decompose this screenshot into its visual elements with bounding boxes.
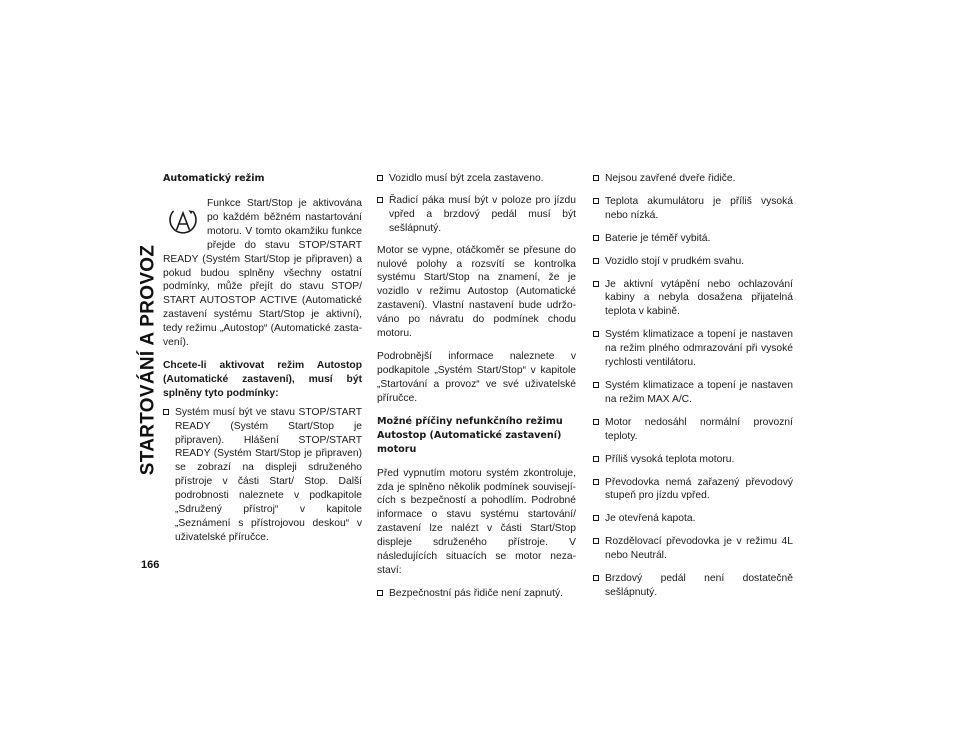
list-item	[377, 172, 576, 186]
list-item	[593, 328, 793, 370]
chapter-title-text: STARTOVÁNÍ A PROVOZ	[137, 244, 159, 476]
checkbox-square-icon	[593, 575, 599, 581]
list-item-text: Je otevřená kapota.	[605, 513, 696, 525]
checkbox-square-icon	[593, 198, 599, 204]
checkbox-square-icon	[593, 331, 599, 337]
checkbox-square-icon	[593, 235, 599, 241]
list-item-text: Nejsou zavřené dveře řidiče.	[605, 173, 736, 184]
list-item	[593, 476, 793, 504]
list-item	[593, 379, 793, 407]
list-item-text: Řadicí páka musí být v poloze pro jízdu vpřed a brzdový pedál musí být sešlápnutý.	[389, 194, 576, 234]
section-heading-automatic-mode: Automatický režim	[163, 173, 265, 184]
checkbox-square-icon	[593, 382, 599, 388]
list-item-text: Systém klimatizace a topení je nastaven na režim plného odmrazování při vysoké rychlosti ventilátoru.	[605, 329, 793, 369]
list-item-text: Systém klimatizace a topení je nastaven na režim MAX A/C.	[605, 379, 793, 405]
list-item-text: Motor nedosáhl normální provozní teploty.	[605, 416, 793, 442]
list-item	[163, 406, 362, 545]
checkbox-square-icon	[593, 281, 599, 287]
list-item	[377, 587, 576, 601]
list-item	[593, 572, 793, 600]
checkbox-square-icon	[593, 258, 599, 264]
list-item	[593, 255, 793, 269]
list-item	[593, 195, 793, 223]
more-info-paragraph: Podrobnější informace naleznete v podkapitole „Systém Start/Stop“ v kapitole „Startování a provoz“ ve své uživatelské příručce.	[377, 350, 576, 404]
autostop-a-icon	[163, 199, 203, 243]
list-item	[593, 535, 793, 563]
checkbox-square-icon	[593, 419, 599, 425]
list-item	[593, 278, 793, 320]
list-item-text: Teplota akumulátoru je příliš vysoká nebo nízká.	[605, 195, 793, 221]
no-stop-reasons-list-continued	[593, 172, 793, 600]
checkbox-square-icon	[593, 538, 599, 544]
checkbox-square-icon	[593, 479, 599, 485]
list-item-text: Je aktivní vytápění nebo ochlazování kabiny a nebyla dosažena přijatelná teplota v kabině.	[605, 278, 793, 318]
list-item	[593, 172, 793, 186]
autostop-a-icon-svg	[164, 202, 202, 240]
list-item-text: Vozidlo musí být zcela zastaveno.	[389, 173, 544, 184]
checkbox-square-icon	[377, 590, 383, 596]
chapter-side-title	[133, 160, 163, 560]
list-item-text: Příliš vysoká teplota motoru.	[605, 453, 735, 465]
list-item	[593, 232, 793, 246]
list-item-text: Rozdělovací převodovka je v režimu 4L nebo Neutrál.	[605, 536, 793, 562]
list-item	[593, 453, 793, 467]
conditions-heading: Chcete-li aktivovat režim Autostop (Automatické zastavení), musí být splněny tyto podmínky:	[163, 359, 362, 399]
list-item-text: Baterie je téměř vybitá.	[605, 232, 711, 244]
list-item-text: Systém musí být ve stavu STOP/START READY (Systém Start/Stop je připraven). Hlášení STOP/START READY (Systém Start/Stop je připraven) se zobrazí na displeji sdruženého přístroje v části Start/ Stop. Další podrobnosti naleznete v podkapitole „Sdružený přístroj“ v kapitole „Seznámení s přístrojovou deskou“ v uživatelské příručce.	[175, 406, 362, 543]
checkbox-square-icon	[163, 409, 169, 415]
pre-shutdown-check-paragraph: Před vypnutím motoru systém zkontroluje, zda je splněno několik podmínek souvisejí-cích s bezpečností a pohodlím. Podrobné informace o stavu systému startování/ zastavení lze nalézt v části Start/Stop displeje sdruženého přístroje. V následujících situacích se motor neza-staví:	[377, 467, 576, 576]
checkbox-square-icon	[593, 175, 599, 181]
intro-paragraph: Funkce Start/Stop je aktivována po každém běžném nastartování motoru. V tomto okamžiku funkce přejde do stavu STOP/START READY (Systém Start/Stop je připraven) a pokud budou splněny všechny ostatní podmínky, může přejít do stavu STOP/ START AUTOSTOP ACTIVE (Automatické zastavení systému Start/Stop je aktivní), tedy režimu „Autostop“ (Automatické zasta-vení).	[163, 198, 362, 349]
list-item-text: Brzdový pedál není dostatečně sešlápnutý.	[605, 573, 793, 598]
checkbox-square-icon	[593, 456, 599, 462]
page-number: 166	[141, 559, 160, 571]
list-item	[377, 194, 576, 236]
engine-off-paragraph: Motor se vypne, otáčkoměr se přesune do nulové polohy a rozsvítí se kontrolka systému Start/Stop na znamení, že je vozidlo v režimu Autostop (Automatické zastavení). Vlastní nastavení bude udržo-váno po návratu do podmínek chodu motoru.	[377, 244, 576, 340]
conditions-list-continued	[377, 172, 576, 236]
list-item-text: Převodovka nemá zařazený převodový stupeň pro jízdu vpřed.	[605, 476, 793, 502]
column-2	[377, 172, 576, 609]
list-item-text: Vozidlo stojí v prudkém svahu.	[605, 255, 745, 267]
list-item	[593, 416, 793, 444]
checkbox-square-icon	[593, 515, 599, 521]
list-item	[593, 512, 793, 526]
section-heading-possible-causes: Možné příčiny nefunkčního režimu Autostop (Automatické zastavení) motoru	[377, 415, 563, 455]
checkbox-square-icon	[377, 175, 383, 181]
column-3	[593, 172, 793, 609]
checkbox-square-icon	[377, 197, 383, 203]
column-1	[163, 172, 362, 553]
no-stop-reasons-list	[377, 587, 576, 601]
list-item-text: Bezpečnostní pás řidiče není zapnutý.	[389, 587, 564, 599]
conditions-list	[163, 406, 362, 545]
